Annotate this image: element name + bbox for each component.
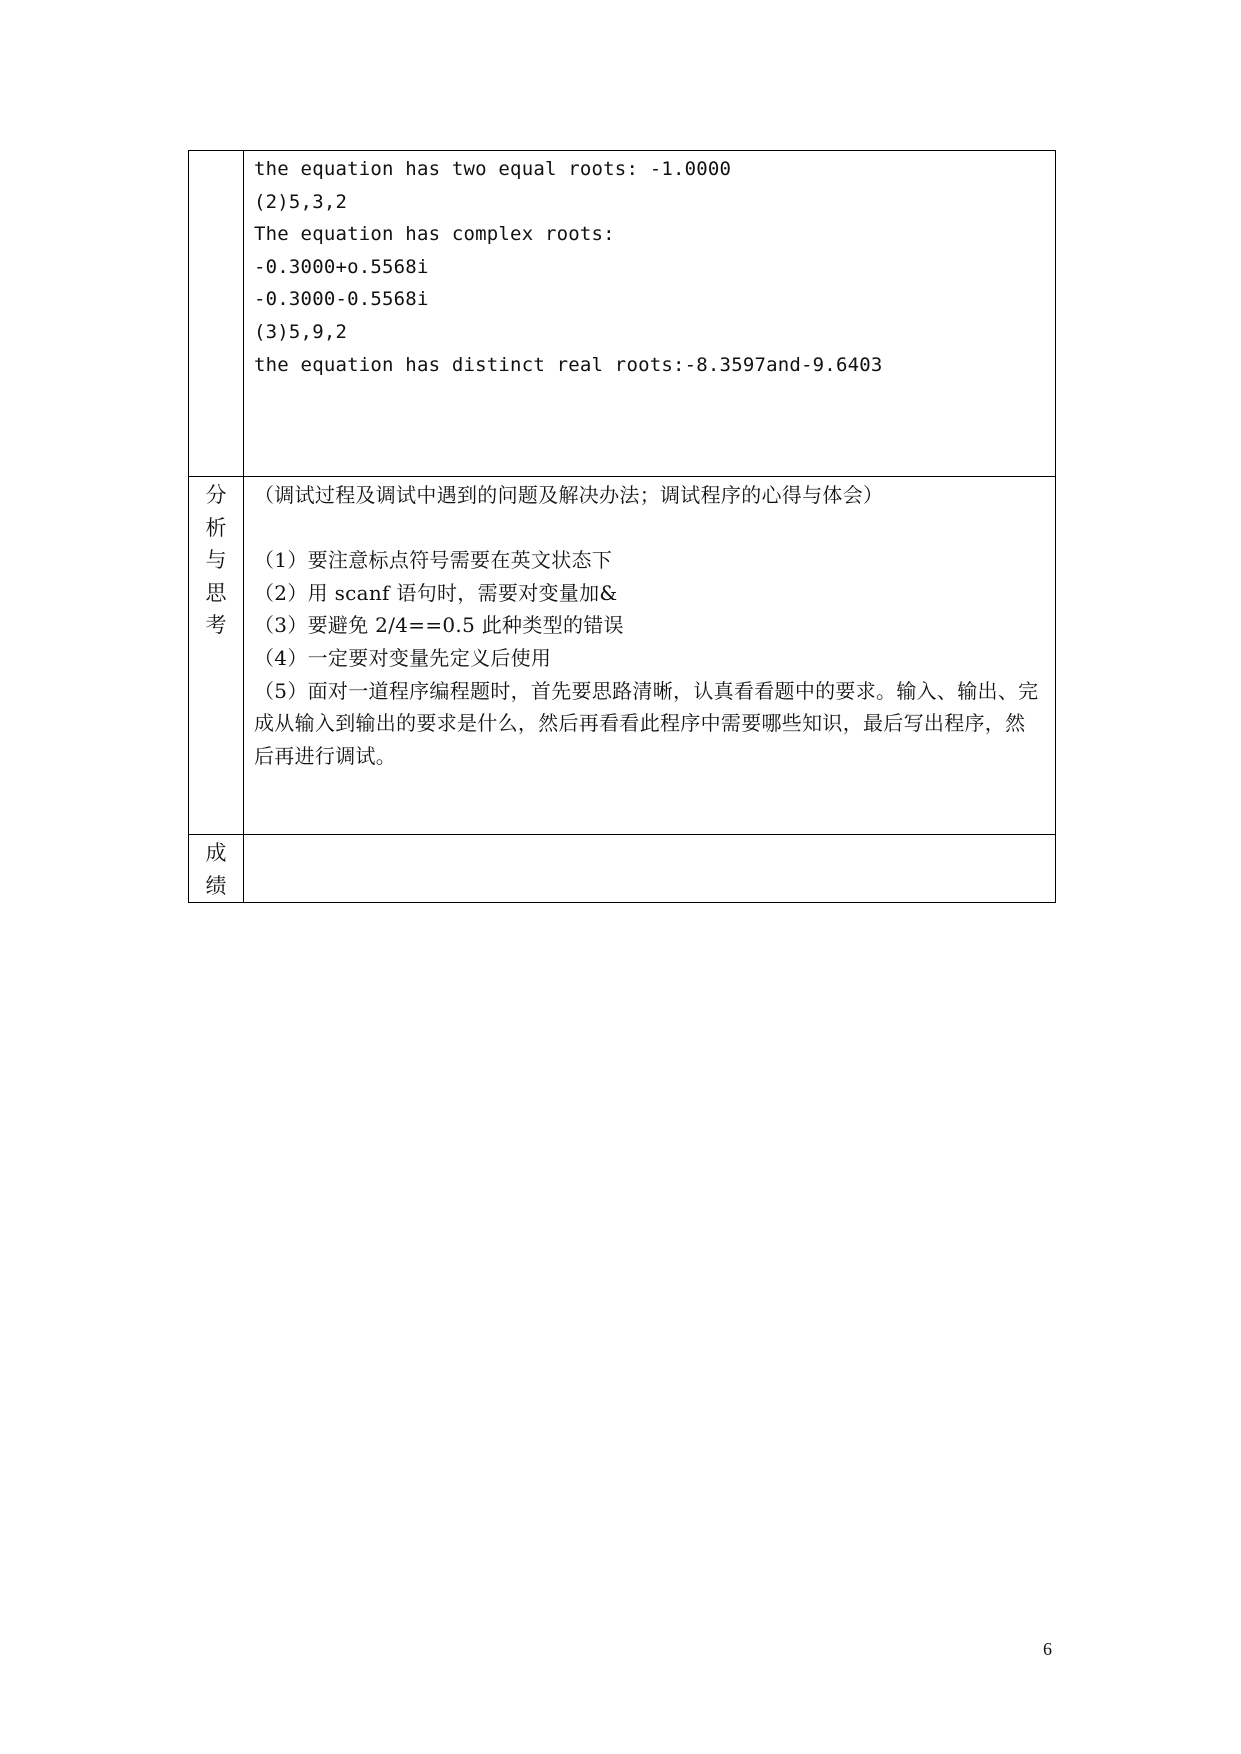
analysis-item: （1）要注意标点符号需要在英文状态下 bbox=[254, 548, 613, 573]
grade-label-char: 成 bbox=[205, 841, 227, 865]
result-line: -0.3000+o.5568i bbox=[254, 255, 429, 278]
result-line: the equation has distinct real roots:-8.3597and-9.6403 bbox=[254, 353, 883, 376]
analysis-content-cell bbox=[244, 477, 1056, 835]
grade-row bbox=[189, 835, 1056, 903]
analysis-item: （2）用 scanf 语句时，需要对变量加& bbox=[254, 580, 618, 605]
report-table bbox=[188, 150, 1056, 903]
result-line: (2)5,3,2 bbox=[254, 190, 348, 213]
analysis-label-char: 析 bbox=[205, 515, 227, 540]
analysis-item: （4）一定要对变量先定义后使用 bbox=[254, 645, 552, 670]
analysis-item: （5）面对一道程序编程题时，首先要思路清晰，认真看看题中的要求。输入、输出、完成从输入到输出的要求是什么，然后再看看此程序中需要哪些知识，最后写出程序，然后再进行调试。 bbox=[254, 678, 1039, 768]
results-row bbox=[189, 151, 1056, 477]
result-line: the equation has two equal roots: -1.0000 bbox=[254, 158, 732, 180]
analysis-label-char: 分 bbox=[205, 483, 227, 507]
grade-label-cell bbox=[189, 835, 244, 903]
analysis-label-char: 考 bbox=[205, 613, 227, 637]
analysis-label-cell bbox=[189, 477, 244, 835]
analysis-intro: （调试过程及调试中遇到的问题及解决办法；调试程序的心得与体会） bbox=[254, 483, 884, 507]
analysis-label-char: 与 bbox=[205, 548, 227, 572]
analysis-row bbox=[189, 477, 1056, 835]
result-line: The equation has complex roots: bbox=[254, 223, 615, 246]
results-label-cell bbox=[189, 151, 244, 477]
analysis-label-char: 思 bbox=[205, 580, 227, 605]
grade-label-char: 绩 bbox=[205, 873, 227, 898]
blank-line bbox=[254, 512, 1045, 545]
grade-value-cell bbox=[244, 835, 1056, 903]
page-number: 6 bbox=[1043, 1639, 1052, 1659]
result-line: (3)5,9,2 bbox=[254, 320, 348, 343]
results-content-cell bbox=[244, 151, 1056, 477]
result-line: -0.3000-0.5568i bbox=[254, 288, 429, 311]
analysis-item: （3）要避免 2/4==0.5 此种类型的错误 bbox=[254, 613, 624, 638]
